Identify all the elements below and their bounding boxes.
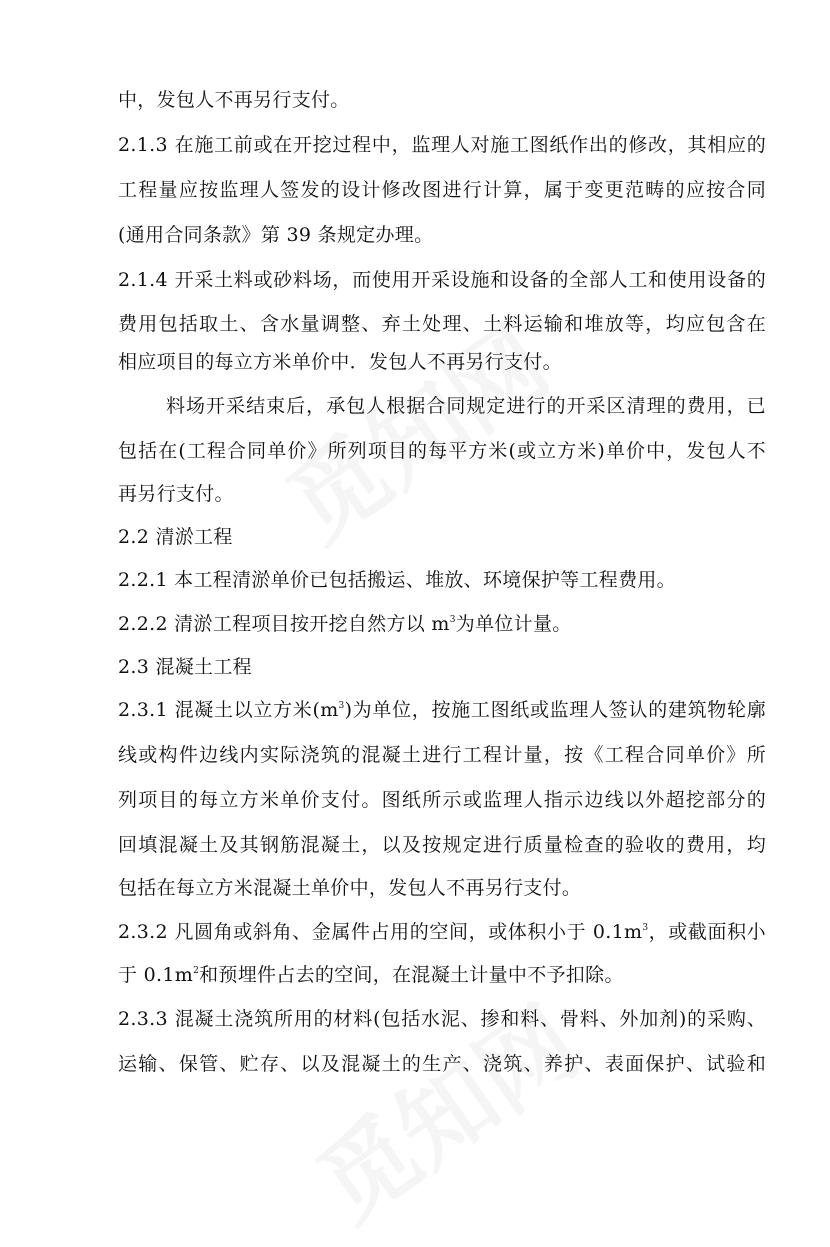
text-line: 2.1.4 开采土料或砂料场，而使用开采设施和设备的全部人工和使用设备的 (118, 269, 766, 291)
text-segment: ，或截面积小 (648, 921, 766, 943)
text-line (118, 612, 572, 636)
text-line: 包括在(工程合同单价》所列项目的每平方米(或立方米)单价中，发包人不 (118, 440, 766, 462)
text-line: 2.1.3 在施工前或在开挖过程中，监理人对施工图纸作出的修改，其相应的 (118, 134, 766, 156)
superscript: 2 (193, 966, 200, 976)
text-line: 费用包括取土、含水量调整、弃土处理、土料运输和堆放等，均应包含在 (118, 313, 766, 335)
text-line: 包括在每立方米混凝土单价中，发包人不再另行支付。 (118, 877, 582, 899)
text-line: 2.3.3 混凝土浇筑所用的材料(包括水泥、掺和料、骨料、外加剂)的采购、 (118, 1008, 766, 1030)
text-segment: )为单位，按施工图纸或监理人签认的建筑物轮廓 (344, 699, 766, 721)
text-line: 料场开采结束后，承包人根据合同规定进行的开采区清理的费用，已 (166, 395, 766, 417)
text-segment: 2.3.2 凡圆角或斜角、金属件占用的空间，或体积小于 0.1m (118, 921, 643, 943)
text-line: 2.2.1 本工程清淤单价已包括搬运、堆放、环境保护等工程费用。 (118, 569, 676, 591)
superscript: 3 (449, 615, 456, 625)
section-heading: 2.2 清淤工程 (118, 526, 233, 548)
text-segment: 为单位计量。 (455, 613, 572, 635)
text-line: 列项目的每立方米单价支付。图纸所示或监理人指示边线以外超挖部分的 (118, 789, 766, 811)
text-line (118, 920, 766, 944)
text-line: 回填混凝土及其钢筋混凝土，以及按规定进行质量检查的验收的费用，均 (118, 834, 766, 856)
text-line: 中，发包人不再另行支付。 (118, 89, 350, 111)
text-line: 相应项目的每立方米单价中．发包人不再另行支付。 (118, 351, 562, 373)
text-line: (通用合同条款》第 39 条规定办理。 (118, 224, 434, 246)
text-line: 线或构件边线内实际浇筑的混凝土进行工程计量，按《工程合同单价》所 (118, 744, 766, 766)
text-line: 运输、保管、贮存、以及混凝土的生产、浇筑、养护、表面保护、试验和 (118, 1053, 766, 1075)
text-segment: 2.3.1 混凝土以立方米(m (118, 699, 339, 721)
text-segment: 2.2.2 清淤工程项目按开挖自然方以 m (118, 613, 450, 635)
text-segment: 和预埋件占去的空间，在混凝土计量中不予扣除。 (199, 964, 624, 986)
text-line (118, 698, 766, 722)
text-line: 再另行支付。 (118, 483, 234, 505)
superscript: 3 (338, 701, 345, 711)
text-line: 工程量应按监理人签发的设计修改图进行计算，属于变更范畴的应按合同 (118, 179, 766, 201)
text-segment: 于 0.1m (118, 964, 194, 986)
superscript: 3 (642, 923, 649, 933)
section-heading: 2.3 混凝土工程 (118, 656, 252, 678)
text-line (118, 963, 624, 987)
